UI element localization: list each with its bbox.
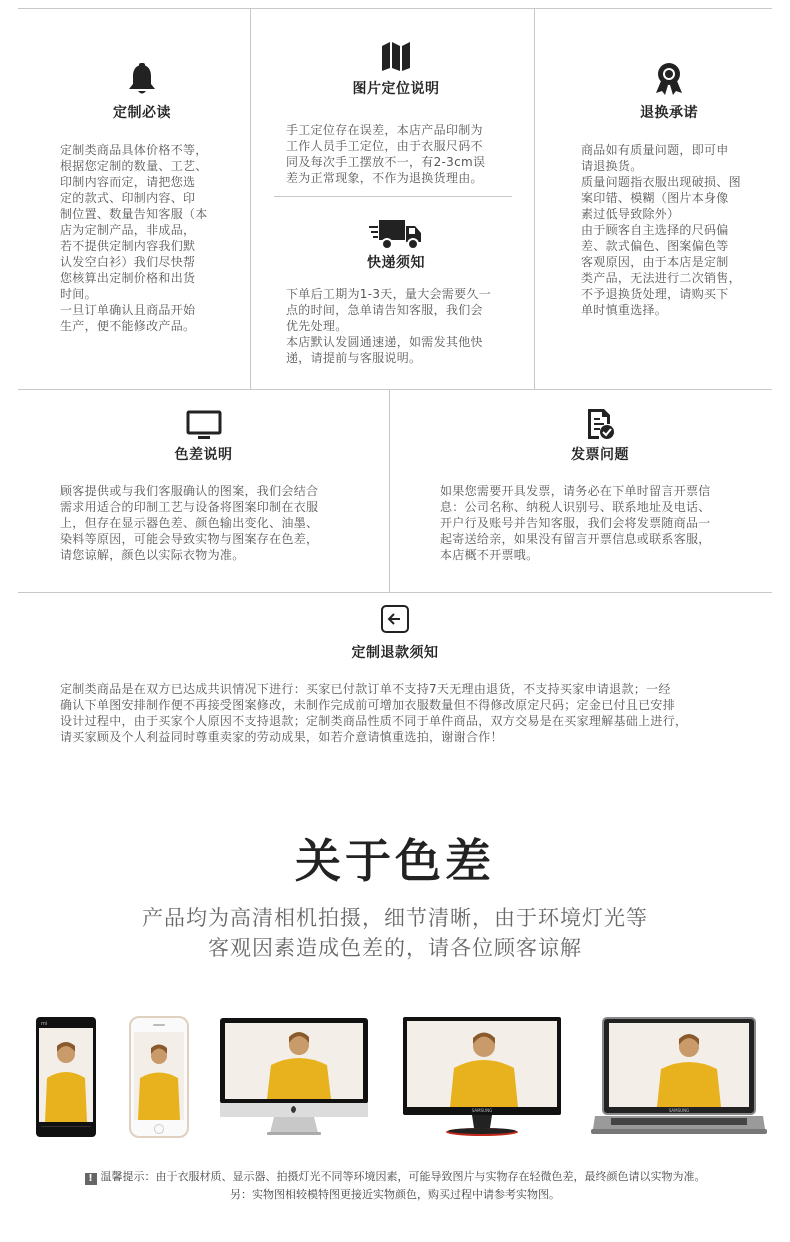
extra-note: 另：实物图相较模特图更接近实物颜色，购买过程中请参考实物图。: [230, 1188, 560, 1201]
custom-notice-section: [18, 62, 266, 122]
warm-tip-note: [0, 1168, 790, 1185]
refund-note-text: 定制类商品是在双方已达成共识情况下进行：买家已付款订单不支持7天无理由退货，不支持买家申请退款；一经 确认下单图安排制作便不再接受图案修改，未制作完成前可增加衣服数量但不得修改原定尺码；定金已付且已安排 设计过程中，由于买家个人原因不支持退款；定制类商品性质不同于单件商品，双方交易是在买家理解基础上进行， 请买家顾及个人利益同时尊重卖家的劳动成果，如若介意请慎重选拍，谢谢合作！: [60, 682, 688, 744]
custom-notice-text: 定制类商品具体价格不等， 根据您定制的数量、工艺、 印制内容而定，请把您选 定的款式、印制内容、印 制位置、数量告知客服（本 店为定制产品，非成品， 若不提供定制内容我们默 认发空白衫）我们尽快帮 您核算出定制价格和出货 时间。 一旦订单确认且商品开始 生产，便不能修改产品。: [60, 143, 208, 333]
samsung-laptop-image: [591, 1017, 767, 1137]
bell-icon: [125, 62, 159, 96]
warning-icon: !: [85, 1173, 97, 1185]
col-divider-3: [389, 389, 390, 592]
samsung-monitor-image: [402, 1016, 562, 1138]
invoice-note-section: [400, 408, 790, 464]
return-promise-title: 退换承诺: [640, 105, 698, 121]
color-note-title: 色差说明: [174, 447, 233, 463]
color-note-section: [18, 410, 389, 464]
return-arrow-icon: [380, 604, 410, 634]
position-note-section: [280, 40, 512, 98]
monitor-icon: [186, 410, 222, 440]
invoice-note-text: 如果您需要开具发票，请务必在下单时留言开票信 息：公司名称、纳税人识别号、联系地址及电话、 开户行及账号并告知客服，我们会将发票随商品一 起寄送给亲，如果没有留言开票信息或联系客服， 本店概不开票哦。: [440, 484, 711, 562]
color-diff-title: 关于色差: [295, 834, 495, 888]
black-phone-image: [35, 1016, 97, 1138]
monitor-brand-label: SAMSUNG: [471, 1108, 493, 1113]
invoice-note-title: 发票问题: [571, 447, 629, 463]
position-note-text: 手工定位存在误差，本店产品印制为 工作人员手工定位，由于衣服尺码不 同及每次手工摆放不一，有2-3cm误 差为正常现象，不作为退换货理由。: [286, 123, 486, 185]
warm-tip-text: 温馨提示：由于衣服材质、显示器、拍摄灯光不同等环境因素，可能导致图片与实物存在轻微色差，最终颜色请以实物为准。: [100, 1170, 706, 1183]
map-icon: [380, 40, 412, 72]
delivery-note-title: 快递须知: [367, 255, 425, 271]
refund-note-title: 定制退款须知: [351, 645, 439, 661]
col-divider-2: [534, 8, 535, 389]
delivery-note-text: 下单后工期为1-3天，量大会需要久一 点的时间，急单请告知客服，我们会 优先处理。 本店默认发圆通速递，如需发其他快 递，请提前与客服说明。: [286, 287, 492, 365]
award-ribbon-icon: [652, 62, 686, 96]
laptop-brand-label: SAMSUNG: [668, 1108, 690, 1113]
color-diff-line1: 产品均为高清相机拍摄，细节清晰，由于环境灯光等: [142, 906, 648, 930]
white-phone-image: [129, 1016, 189, 1138]
top-divider: [18, 8, 772, 9]
return-promise-text: 商品如有质量问题，即可申 请退换货。 质量问题指衣服出现破损、图 案印错、模糊（图片本身像 素过低导致除外） 由于顾客自主选择的尺码偏 差、款式偏色、图案偏色等 客观原因，由于本店是定制 类产品，无法进行二次销售， 不予退换货处理，请购买下 单时慎重选择。: [581, 143, 741, 317]
truck-icon: [369, 218, 423, 250]
refund-note-section: [0, 604, 790, 662]
color-note-text: 顾客提供或与我们客服确认的图案，我们会结合 需求用适合的印制工艺与设备将图案印制在衣服 上，但存在显示器色差、颜色输出变化、油墨、 染料等原因，可能会导致实物与图案存在色差， 请您谅解，颜色以实际衣物为准。: [60, 484, 319, 562]
color-diff-line2: 客观因素造成色差的，请各位顾客谅解: [208, 936, 582, 960]
imac-image: [219, 1017, 369, 1137]
row-divider-1: [18, 389, 772, 390]
position-note-title: 图片定位说明: [352, 81, 440, 97]
phone-brand-label: mi: [41, 1021, 48, 1027]
inner-divider-middle: [274, 196, 512, 197]
row-divider-2: [18, 592, 772, 593]
delivery-note-section: [280, 218, 512, 272]
invoice-check-icon: [585, 408, 615, 440]
return-promise-section: [546, 62, 790, 122]
custom-notice-title: 定制必读: [113, 105, 171, 121]
